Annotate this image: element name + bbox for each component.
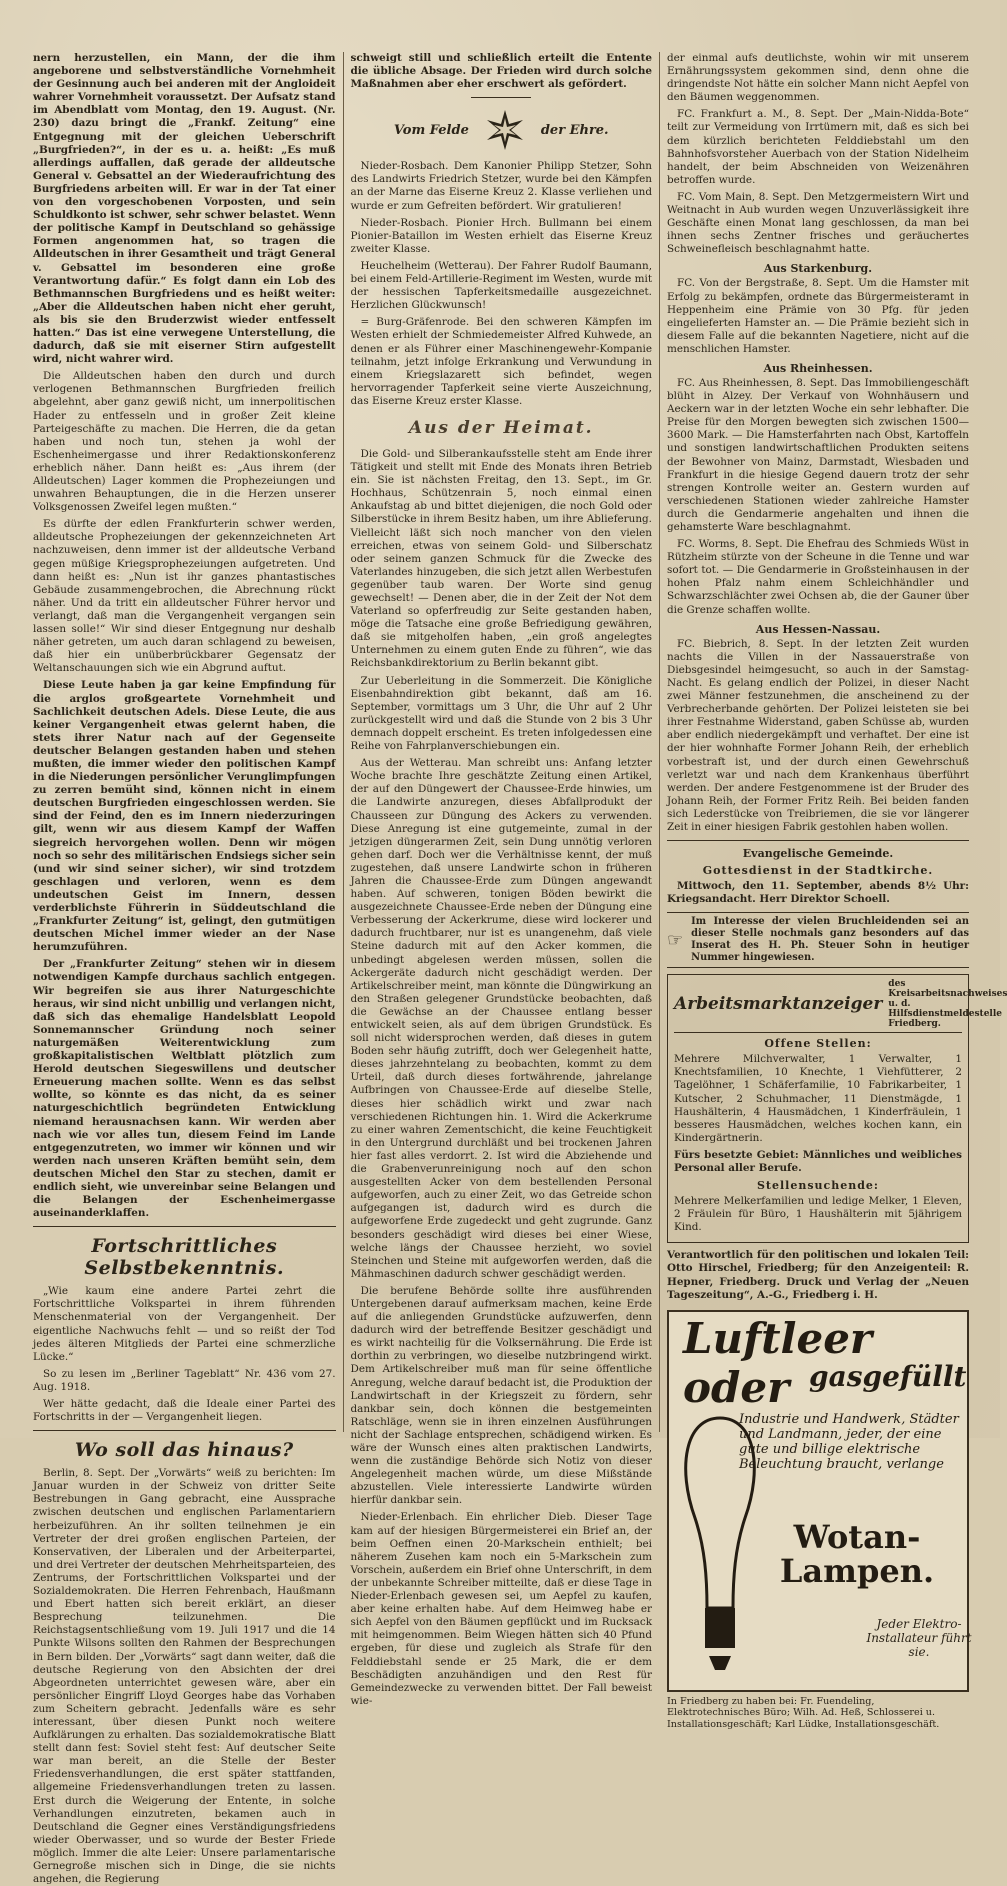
- article-text: FC. Vom Main, 8. Sept. Den Metzgermeistern Wirt und Weitnacht in Aub wurden wegen Unzuverlässigkeit ihre Geschäfte einen Monat lang geschlossen, da man bei ihnen sechs Zentner frisches und geräuchertes Schweinefleisch beschlagnahmt hatte.: [667, 190, 969, 256]
- article-text: „Wie kaum eine andere Partei zehrt die Fortschrittliche Volkspartei in ihrem führenden Menschenmaterial von der Vergangenheit. Der eigentliche Nachwuchs fehlt — und so reißt der Tod jedes älteren Mitglieds der Partei eine schmerzliche Lücke.“: [33, 1285, 336, 1363]
- labor-market-subtitle: des Kreisarbeitsnachweises u. d. Hilfsdienstmeldestelle Friedberg.: [888, 979, 1007, 1030]
- article-text: FC. Von der Bergstraße, 8. Sept. Um die Hamster mit Erfolg zu bekämpfen, ordnete das Bürgermeisteramt in Heppenheim eine Prämie von 30 Pfg. für jeden eingelieferten Hamster an. — Die Prämie bezieht sich in diesem Falle auf die bekannten Nagetiere, nicht auf die menschlichen Hamster.: [667, 277, 969, 355]
- ad-dealers: In Friedberg zu haben bei: Fr. Fuendeling, Elektrotechnisches Büro; Wilh. Ad. Heß, Schlosserei u. Installationsgeschäft; Karl Lüdke, Installationsgeschäft.: [667, 1695, 940, 1730]
- church-service: Mittwoch, den 11. September, abends 8½ Uhr: Kriegsandacht. Herr Direktor Schoell.: [667, 880, 969, 906]
- ad-title-2: gasgefüllt: [809, 1359, 967, 1393]
- section-title: Aus Rheinhessen.: [763, 361, 873, 375]
- article-text: So zu lesen im „Berliner Tageblatt“ Nr. 436 vom 27. Aug. 1918.: [33, 1367, 336, 1393]
- article-headline: Fortschrittliches Selbstbekenntnis.: [84, 1235, 285, 1280]
- article-text: Heuchelheim (Wetterau). Der Fahrer Rudolf Baumann, bei einem Feld-Artillerie-Regiment im Westen, wurde mit der hessischen Tapferkeitsmedaille ausgezeichnet. Herzlichen Glückwunsch!: [350, 259, 652, 312]
- article-text: Diese Leute haben ja gar keine Empfindung für die arglos großgeartete Vornehmheit und Sachlichkeit deutschen Adels. Diese Leute, die aus keiner Vergangenheit etwas gelernt haben, die stets ihrer Natur nach auf der Gegenseite deutscher Belangen gestanden haben und stehen mußten, die immer wieder den politischen Kampf in die Niederungen persönlicher Verunglimpfungen zu zerren bemüht sind, können nicht in einem deutschen Burgfrieden eingeschlossen werden. Sie sind der Feind, den es im Innern niederzuringen gilt, wenn wir aus diesem Kampf der Waffen siegreich hervorgehen wollen. Denn wir mögen noch so sehr des militärischen Endsiegs sicher sein (und wir sind seiner sicher), wir sind trotzdem geschlagen und verloren, wenn es dem undeutschen Geist im Innern, dessen verderblichste Führerin in Süddeutschland die „Frankfurter Zeitung“ ist, gelingt, den gutmütigen deutschen Michel immer wieder an der Nase herumzuführen.: [33, 679, 336, 954]
- article-text: Nieder-Rosbach. Pionier Hrch. Bullmann bei einem Pionier-Bataillon im Westen erhielt das Eiserne Kreuz zweiter Klasse.: [350, 216, 652, 255]
- notice-box: [667, 912, 969, 968]
- section-title: Aus Starkenburg.: [763, 262, 873, 276]
- divider: [667, 840, 969, 841]
- notice-text: Im Interesse der vielen Bruchleidenden sei an dieser Stelle nochmals ganz besonders auf das Inserat des H. Ph. Steuer Sohn in heutiger Nummer hingewiesen.: [691, 916, 969, 964]
- article-text: FC. Worms, 8. Sept. Die Ehefrau des Schmieds Wüst in Rützheim stürzte von der Scheune in die Tenne und war sofort tot. — Die Gendarmerie in Großsteinhausen in der hohen Pfalz nahm einem Schleichhändler und Schwarzschlächter zwei Ochsen ab, die der Gauner über die Grenze schaffen wollte.: [667, 538, 969, 616]
- labor-market-title: Arbeitsmarktanzeiger: [674, 994, 883, 1015]
- column-2: [343, 52, 660, 1707]
- columns: [26, 52, 1007, 1886]
- job-seekers-text: Mehrere Melkerfamilien und ledige Melker, 1 Eleven, 2 Fräulein für Büro, 1 Haushälterin mit 5jährigem Kind.: [674, 1195, 962, 1234]
- article-text: FC. Aus Rheinhessen, 8. Sept. Das Immobiliengeschäft blüht in Alzey. Der Verkauf von Wohnhäusern und Aeckern war in der letzten Woche ein sehr lebhafter. Die Preise für den Morgen bewegten sich zwischen 1500—3600 Mark. — Die Hamsterfahrten nach Obst, Kartoffeln und sonstigen landwirtschaftlichen Produkten seitens der Bewohner von Mainz, Darmstadt, Wiesbaden und Frankfurt in die hiesige Gegend dauern trotz der sehr strengen Kontrolle weiter an. Gestern wurden auf verschiedenen Stationen wieder zahlreiche Hamster durch die Gendarmerie angehalten und ihnen die gehamsterte Ware beschlagnahmt.: [667, 376, 969, 533]
- section-header-feld-der-ehre: [351, 108, 653, 152]
- ad-title: Luftleer oder: [683, 1313, 873, 1412]
- divider: [33, 1430, 336, 1431]
- imprint: Verantwortlich für den politischen und lokalen Teil: Otto Hirschel, Friedberg; für den Anzeigenteil: R. Hepner, Friedberg. Druck und Verlag der „Neuen Tageszeitung“, A.-G., Friedberg i. H.: [667, 1249, 969, 1301]
- church-subtitle: Gottesdienst in der Stadtkirche.: [702, 864, 934, 878]
- article-text: FC. Frankfurt a. M., 8. Sept. Der „Main-Nidda-Bote“ teilt zur Vermeidung von Irrtümern mit, daß es sich bei dem kürzlich berichteten Felddiebstahl um den Bahnhofsvorsteher Auerbach von der Station Nidelheim handelt, der beim Abschneiden von Weizenähren betroffen wurde.: [667, 108, 969, 186]
- open-positions-title: Offene Stellen:: [764, 1037, 872, 1051]
- iron-cross-icon: [483, 108, 527, 152]
- column-3: [659, 52, 1007, 1730]
- section-title-heimat: Aus der Heimat.: [408, 417, 594, 438]
- article-text: Die berufene Behörde sollte ihre ausführenden Untergebenen darauf aufmerksam machen, keine Erde auf die anliegenden Grundstücke aufzuwerfen, denn dadurch wird der betreffende Besitzer geschädigt und es wirkt nachteilig für die Volksernährung. Die Erde ist dorthin zu verbringen, wo dieselbe nutzbringend wirkt. Dem Artikelschreiber muß man für seine öffentliche Anregung, welche darauf bedacht ist, die Produktion der Landwirtschaft in der Kriegszeit zu fördern, sehr dankbar sein, doch können die bestgemeinten Ratschläge, wenn sie in ihren einzelnen Ausführungen nicht der Sachlage entsprechen, schädigend wirken. Es wäre der Wunsch eines alten praktischen Landwirts, wenn die zuständige Behörde sich Notiz von dieser Angelegenheit machen würde, um diese Mißstände abzustellen. Viele interessierte Landwirte würden hierfür dankbar sein.: [350, 1284, 652, 1507]
- article-text: Wer hätte gedacht, daß die Ideale einer Partei des Fortschritts in der — Vergangenheit liegen.: [33, 1398, 336, 1424]
- section-title: Aus Hessen-Nassau.: [755, 622, 881, 636]
- ad-note: Jeder Elektro-Installateur führt sie.: [866, 1616, 972, 1659]
- article-text: Nieder-Erlenbach. Ein ehrlicher Dieb. Dieser Tage kam auf der hiesigen Bürgermeisterei ein Brief an, der beim Oeffnen einen 20-Markschein enthielt; bei näherem Zusehen kam noch ein 5-Markschein zum Vorschein, außerdem ein Brief ohne Unterschrift, in dem der unbekannte Schreiber mitteilte, daß er diese Tage in Nieder-Erlenbach gewesen sei, um Aepfel zu kaufen, aber keine erhalten habe. Auf dem Heimweg habe er sich Aepfel von den Bäumen gepflückt und im Rucksack mit heimgenommen. Beim Wiegen hätten sich 40 Pfund ergeben, für diese und zugleich als Strafe für den Felddiebstahl sende er 25 Mark, die er dem Beschädigten anzuhändigen und den Rest für Gemeindezwecke zu verwenden bittet. Der Fall beweist wie-: [350, 1511, 652, 1707]
- article-text: = Burg-Gräfenrode. Bei den schweren Kämpfen im Westen erhielt der Schmiedemeister Alfred Kuhwede, an denen er als Führer einer Maschinengewehr-Kompanie teilnahm, jetzt infolge Erkrankung und Verwundung in einem Kriegslazarett sich befindet, wegen hervorragender Tapferkeit seine vierte Auszeichnung, das Eiserne Kreuz erster Klasse.: [350, 316, 652, 407]
- article-text: Berlin, 8. Sept. Der „Vorwärts“ weiß zu berichten: Im Januar wurden in der Schweiz von dritter Seite Bestrebungen in Gang gebracht, eine Aussprache zwischen deutschen und englischen Parlamentariern herbeizuführen. An ihr sollten teilnehmen je ein Vertreter der drei großen englischen Parteien, der Konservativen, der Liberalen und der Arbeiterpartei, und drei Vertreter der deutschen Mehrheitsparteien, des Zentrums, der Fortschrittlichen Volkspartei und der Sozialdemokraten. Die Herren Fehrenbach, Haußmann und Ebert hatten sich bereit erklärt, an dieser Besprechung teilzunehmen. Die Reichstagsentschließung vom 19. Juli 1917 und die 14 Punkte Wilsons sollten den Rahmen der Besprechungen in Bern bilden. Der „Vorwärts“ sagt dann weiter, daß die deutsche Regierung von den Absichten der drei Abgeordneten unterrichtet gewesen wäre, aber ein persönlicher Eingriff Lloyd Georges habe das Vorhaben zum Scheitern gebracht. Jedenfalls wäre es sehr interessant, über diesen Punkt noch weitere Aufklärungen zu erhalten. Das sozialdemokratische Blatt stellt dann fest: Soviel steht fest: Auf deutscher Seite war man bereit, an die Stelle der Bester Friedensverhandlungen, die erst später stattfanden, allgemeine Friedensverhandlungen treten zu lassen. Erst durch die Weigerung der Entente, in solche Verhandlungen einzutreten, bekamen auch in Deutschland die Gegner eines Verständigungsfriedens wieder Oberwasser, und so wurde der Bester Friede möglich. Immer die alte Leier: Unsere parlamentarische Gernegroße mischen sich in Dinge, die sie nichts angehen, die Regierung: [33, 1467, 336, 1886]
- ad-text: Industrie und Handwerk, Städter und Landmann, jeder, der eine gute und billige elektrische Beleuchtung braucht, verlange: [739, 1411, 959, 1472]
- pointing-hand-icon: ☞: [667, 929, 684, 951]
- labor-market-header: [674, 979, 1007, 1033]
- ad-brand: Wotan-Lampen.: [779, 1517, 935, 1590]
- article-text: Der „Frankfurter Zeitung“ stehen wir in diesem notwendigen Kampfe durchaus sachlich entgegen. Wir begreifen sie aus ihrer Naturgeschichte heraus, wir sind nicht unbillig und verlangen nicht, daß sich das ehemalige Handelsblatt Leopold Sonnemannscher Gründung noch seiner naturgemäßen Weiterentwicklung zum großkapitalistischen Weltblatt plötzlich zum Herold deutschen Siegeswillens und deutscher Erneuerung machen sollte. Wenn es das selbst wollte, so könnte es das nicht, da es seiner naturgeschichtlich begründeten Entwicklung niemand herausnachsen kann. Wir werden aber nach wie vor alles tun, diesem Feind im Lande entgegenzutreten, wo immer wir können und wir werden nach unseren Kräften bemüht sein, dem deutschen Michel den Star zu stechen, damit er endlich sieht, wie unvereinbar seine Belangen und die Belangen der Eschenheimergasse auseinanderklaffen.: [33, 958, 336, 1220]
- job-seekers-title: Stellensuchende:: [756, 1179, 879, 1193]
- labor-market-box: [667, 974, 1007, 1243]
- divider: [471, 97, 531, 98]
- article-text: FC. Biebrich, 8. Sept. In der letzten Zeit wurden nachts die Villen in der Nassauerstraße von Diebsgesindel heimgesucht, so auch in der Samstag-Nacht. Es gelang endlich der Polizei, in dieser Nacht zwei Männer festzunehmen, die anscheinend zu der Verbrecherbande gehörten. Der Polizei leisteten sie bei ihrer Festnahme Widerstand, gaben Schüsse ab, wurden aber endlich niedergekämpft und verhaftet. Der eine ist der hier wohnhafte Former Johann Reih, der erheblich vorbestraft ist, und der durch einen Gewehrschuß verletzt war und nach dem Krankenhaus überführt werden. Der andere Festgenommene ist der Bruder des Johann Reih, der Former Fritz Reih. Bei beiden fanden sich Lederstücke von Treibriemen, die sie vor längerer Zeit in einer hiesigen Fabrik gestohlen haben wollen.: [667, 637, 969, 833]
- article-text: der einmal aufs deutlichste, wohin wir mit unserem Ernährungssystem gekommen sind, denn ohne die dringendste Not hätte ein solcher Mann nicht Aepfel von den Bäumen weggenommen.: [667, 52, 969, 104]
- article-text: nern herzustellen, ein Mann, der die ihm angeborene und selbstverständliche Vornehmheit der Gesinnung auch bei anderen mit der Angloideit wahrer Vornehmheit voraussetzt. Der Aufsatz stand im Abendblatt vom Montag, den 19. August. (Nr. 230) dazu bringt die „Frankf. Zeitung“ eine Entgegnung mit der gleichen Ueberschrift „Burgfrieden?“, in der es u. a. heißt: „Es muß allerdings auffallen, daß gerade der alldeutsche General v. Gebsattel an der Wiederaufrichtung des Burgfriedens arbeiten will. Er war in der Tat einer von den vorgeschobenen Vorposten, und sein Schuldkonto ist schwer, sehr schwer belastet. Wenn der politische Kampf in Deutschland so gehässige Formen angenommen hat, so tragen die Alldeutschen in ihrer Gesamtheit und trägt General v. Gebsattel im besonderen eine große Verantwortung dafür.“ Es folgt dann ein Lob des Bethmannschen Burgfriedens und es heißt weiter: „Aber die Alldeutschen haben nicht eher geruht, als bis sie den Bruderzwist wieder entfesselt hatten.“ Das ist eine verwegene Unterstellung, die dadurch, daß sie mit eiserner Stirn aufgestellt wird, nicht wahrer wird.: [33, 52, 336, 366]
- section-title-right: der Ehre.: [540, 122, 609, 138]
- section-title-left: Vom Felde: [393, 122, 469, 138]
- article-text: Aus der Wetterau. Man schreibt uns: Anfang letzter Woche brachte Ihre geschätzte Zeitung einen Artikel, der auf den Düngewert der Chaussee-Erde hinwies, um die Landwirte anzuregen, dieses Abfallprodukt der Chausseen zur Düngung des Ackers zu verwenden. Diese Anregung ist eine gutgemeinte, zumal in der jetzigen düngerarmen Zeit, sein Dung unnötig verloren gehen darf. Doch wer die Verhältnisse kennt, der muß zugestehen, daß unsere Landwirte schon in früheren Jahren die Chaussee-Erde zum Düngen angewandt haben. Auf schweren, tonigen Böden bewirkt die ausgezeichnete Chaussee-Erde neben der Düngung eine Verbesserung der Ackerkrume, diese wird lockerer und dadurch fruchtbarer, nur ist es unangenehm, daß viele Steine dadurch mit auf den Acker kommen, die unbedingt abgelesen werden müssen, sollen die Ackergeräte dadurch nicht geschädigt werden. Der Artikelschreiber meint, man könnte die Düngwirkung an den Straßen gelegener Grundstücke beobachten, daß die Gewächse an der Chaussee entlang besser entwickelt seien, als auf dem übrigen Grundstück. Es soll nicht widersprochen werden, daß dieses in gutem Boden sehr häufig zutrifft, doch wer Gelegenheit hatte, dieses jahrzehntelang zu beobachten, kommt zu dem Urteil, daß durch dieses fortwährende, jahrelange Aufbringen von Chaussee-Erde auf dieselbe Stelle, dieses hier schädlich wirkt und zwar nach verschiedenen Richtungen hin. 1. Wird die Ackerkrume zu einer wahren Zementschicht, die keine Feuchtigkeit in den Untergrund durchläßt und bei trockenen Jahren hier fast alles verdorrt. 2. Ist wird die Abziehende und die Grabenverunreinigung noch auf den schon ausgestellten Acker von dem bestellenden Personal aufgeworfen, auch zu einer Zeit, wo das Getreide schon aufgegangen ist, dadurch wird es durch die aufgeworfene Erde zugedeckt und geht zugrunde. Ganz besonders geschädigt wird dieses bei einer Wiese, welche längs der Chaussee herzieht, wo soviel Steinchen und Steine mit aufgeworfen werden, daß die Mähmaschinen dadurch schwer geschädigt werden.: [350, 757, 652, 1280]
- wotan-lamp-advertisement: [667, 1310, 972, 1692]
- column-1: [26, 52, 343, 1886]
- article-text: Die Alldeutschen haben den durch und durch verlogenen Bethmannschen Burgfrieden freilich abgelehnt, aber ganz gewiß nicht, um innerpolitischen Hader zu entfesseln und in großer Zeit kleine Parteigeschäfte zu machen. Die Herren, die da getan haben und noch tun, stehen ja wohl der Eschenheimergasse und ihrer Redaktionskonferenz erheblich näher. Dann heißt es: „Aus ihrem (der Alldeutschen) Lager kommen die Prophezeiungen und unwahren Behauptungen, die in die Herzen unserer Volksgenossen Zweifel legen mußten.“: [33, 370, 336, 514]
- article-text: Nieder-Rosbach. Dem Kanonier Philipp Stetzer, Sohn des Landwirts Friedrich Stetzer, wurde bei den Kämpfen an der Marne das Eiserne Kreuz 2. Klasse verliehen und wurde er zum Gefreiten befördert. Wir gratulieren!: [350, 160, 652, 212]
- article-headline: Wo soll das hinaus?: [74, 1439, 294, 1462]
- article-text: Es dürfte der edlen Frankfurterin schwer werden, alldeutsche Prophezeiungen der gekennzeichneten Art nachzuweisen, denn immer ist der alldeutsche Verband gegen müßige Kriegsprophezeiungen aufgetreten. Und dann heißt es: „Nun ist ihr ganzes phantastisches Gebäude zusammengebrochen, die Abrechnung rückt näher. Und da tritt ein alldeutscher Führer hervor und verlangt, daß man die Vergangenheit vergangen sein lassen solle!“ Wir sind dieser Entgegnung nur deshalb näher getreten, um auch daran schlagend zu beweisen, daß hier ein unüberbrückbarer Gegensatz der Weltanschauungen sich wie ein Abgrund auftut.: [33, 518, 336, 675]
- divider: [33, 1226, 336, 1227]
- church-title: Evangelische Gemeinde.: [742, 847, 894, 861]
- occupied-area-text: Fürs besetzte Gebiet: Männliches und weibliches Personal aller Berufe.: [674, 1148, 962, 1174]
- article-text: schweigt still und schließlich erteilt die Entente die übliche Absage. Der Frieden wird durch solche Maßnahmen aber eher erschwert als gefördert.: [350, 52, 652, 91]
- article-text: Die Gold- und Silberankaufsstelle steht am Ende ihrer Tätigkeit und stellt mit Ende des Monats ihren Betrieb ein. Sie ist nächsten Freitag, den 13. Sept., im Gr. Hochhaus, Schützenrain 5, noch einmal einen Ankaufstag ab und bittet diejenigen, die noch Gold oder Silberstücke in ihrem Besitz haben, um ihre Ablieferung. Vielleicht läßt sich noch mancher von den vielen erreichen, etwas von seinem Gold- und Silberschatz oder seinem ganzen Schmuck für die Zwecke des Vaterlandes hinzugeben, die sich jetzt allen Werbestufen gegenüber taub waren. Der Worte sind genug gewechselt! — Denen aber, die in der Zeit der Not dem Vaterland so opferfreudig zur Seite gestanden haben, möge die Tatsache eine große Befriedigung gewähren, daß sie mitgeholfen haben, „ein groß angelegtes Unternehmen zu einem guten Ende zu führen“, wie das Reichsbankdirektorium zu Berlin bekannt gibt.: [350, 447, 652, 670]
- article-text: Zur Ueberleitung in die Sommerzeit. Die Königliche Eisenbahndirektion gibt bekannt, daß am 16. September, vormittags um 3 Uhr, die Uhr auf 2 Uhr zurückgestellt wird und daß die Stunde von 2 bis 3 Uhr demnach doppelt erscheint. Es treten infolgedessen eine Reihe von Fahrplanverschiebungen ein.: [350, 674, 652, 753]
- open-positions-text: Mehrere Milchverwalter, 1 Verwalter, 1 Knechtsfamilien, 10 Knechte, 1 Viehfütterer, 2 Tagelöhner, 1 Schäferfamilie, 10 Fabrikarbeiter, 1 Kutscher, 2 Schuhmacher, 11 Dienstmägde, 1 Haushälterin, 4 Hausmädchen, 1 Kinderfräulein, 1 besseres Hausmädchen, welches kochen kann, ein Kindergärtnerin.: [674, 1053, 962, 1144]
